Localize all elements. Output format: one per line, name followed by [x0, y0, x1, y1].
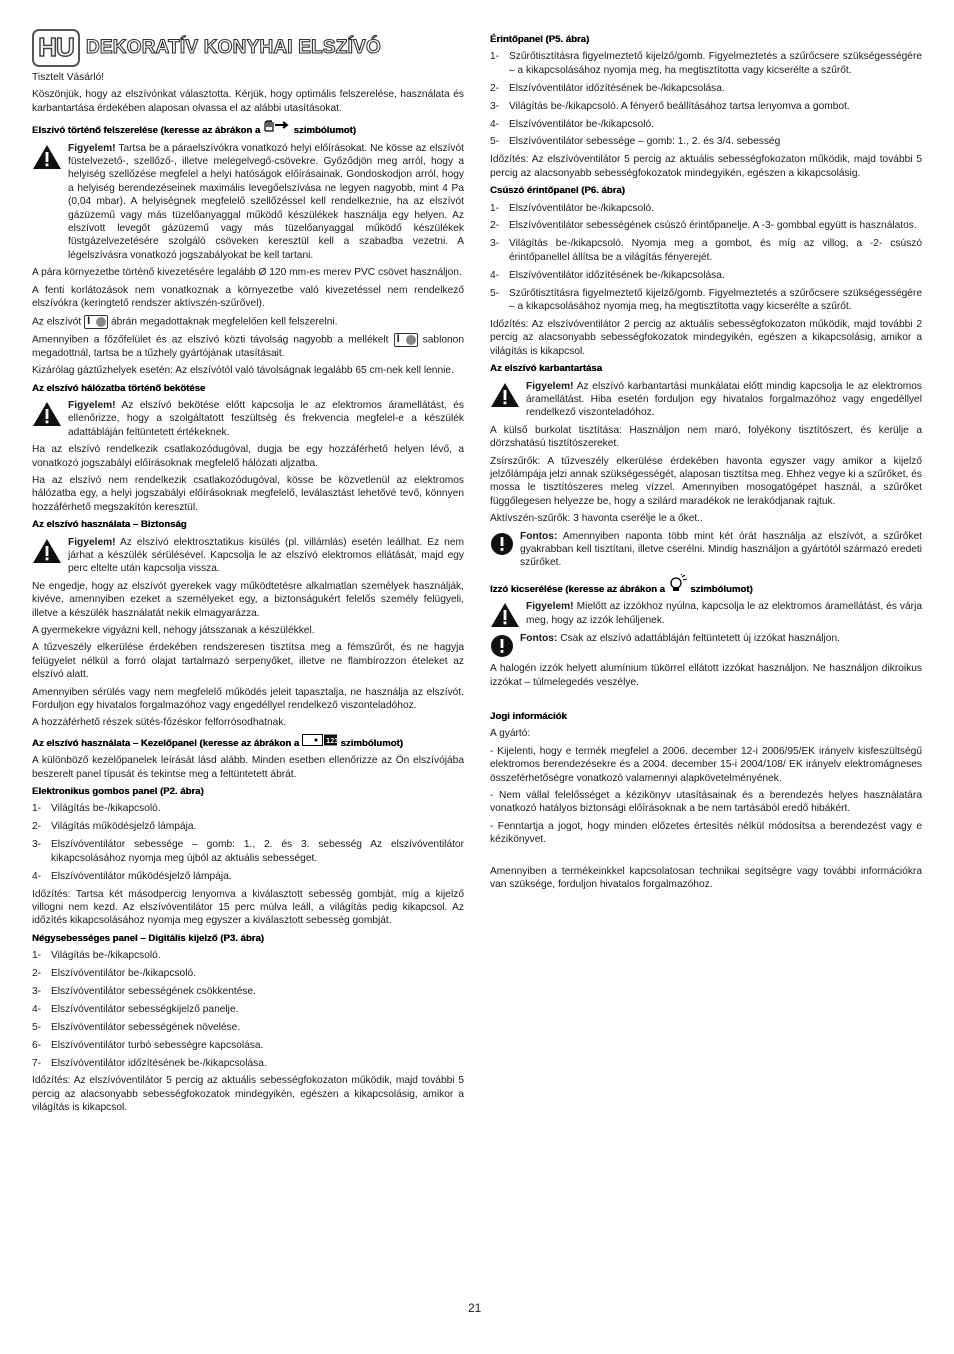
legal-maker: A gyártó: — [490, 728, 531, 740]
page-number: 21 — [468, 1301, 482, 1315]
paragraph-panels: A különböző kezelőpanelek leírását lásd alább. Minden esetben ellenőrizze az Ön elszívójába beszerelt panel típusát és tekintse meg a feltüntetett ábrát. — [32, 755, 464, 780]
template-symbol-icon: I — [394, 333, 418, 347]
left-column — [32, 71, 464, 1119]
paragraph-limits: A fenti korlátozások nem vonatkoznak a környezetbe való kivezetéssel nem rendelkező elszívókra (keringtető rendszer aktívszén-szűrővel). — [32, 284, 464, 310]
important-text: Amennyiben naponta több mint két órát használja az elszívót, a szűrőket gyakrabban kell tisztítani, illetve cserélni. Mindig használjon a gyártótól származó eredeti szűrőket. — [520, 530, 922, 569]
paragraph-supervise: A gyermekekre vigyázni kell, nehogy játsszanak a készülékkel. — [32, 625, 315, 636]
paragraph-fire: A tűzveszély elkerülése érdekében rendszeresen tisztítsa meg a fémszűrőt, és ne hagyja felügyelet nélkül a forró olajat tartalmazó serpenyőket, illetve ne flambírozzon ételeket az elszívó alatt. — [32, 642, 464, 681]
list-item: 2- Elszívóventilátor időzítésének be-/kikapcsolása. — [490, 82, 725, 94]
list-item: 3- Elszívóventilátor sebessége – gomb: 1., 2. és 3. sebesség Az elszívóventilátor kikapcsolásához nyomja meg újból az aktuális sebességet. — [32, 839, 464, 864]
warning-text: Az elszívó elektrosztatikus kisülés (pl. villámlás) esetén leállhat. Ez nem járhat a készülék sérülésével. Kapcsolja le az elszívó elektromos ellátását, majd egy perc eltelte után kapcsolja vissza. — [68, 536, 464, 575]
list-item: 3- Világítás be-/kikapcsoló. Nyomja meg a gombot, és míg az villog, a -2- csúszó érintőpanellel állítsa be a világítás fényerejét. — [490, 238, 922, 263]
paragraph-pvc: A pára környezetbe történő kivezetésére legalább Ø 120 mm-es merev PVC csövet használjon. — [32, 267, 462, 279]
paragraph-hot: A hozzáférhető részek sütés-főzéskor felforrósodhatnak. — [32, 717, 287, 729]
wrench-hand-icon — [263, 125, 294, 136]
bulb-important-note — [490, 632, 922, 658]
paragraph-gas: Kizárólag gáztűzhelyek esetén: Az elszívótól való távolságnak legalább 65 cm-nek kell lennie. — [32, 365, 454, 377]
right-column — [490, 30, 922, 896]
bulb-warning — [490, 600, 922, 628]
list-item: 4- Elszívóventilátor sebességkijelző panelje. — [32, 1003, 239, 1015]
important-note — [490, 530, 922, 570]
p6-heading: Csúszó érintőpanel (P6. ábra) — [490, 185, 625, 197]
p6-list — [490, 202, 922, 314]
list-item: 4- Elszívóventilátor be-/kikapcsoló. — [490, 118, 654, 130]
legal-declaration: - Kijelenti, hogy e termék megfelel a 2006. december 12-i 2006/95/EK irányelv kisfeszültségű elektromos berendezésekre és a 2004. december 15-i 2004/108/ EK irányelv elektromágneses összeférhetőségre vonatkozó valamennyi alapkövetelményének. — [490, 745, 922, 784]
warning-label: Figyelem! — [526, 380, 574, 392]
p6-timer: Időzítés: Az elszívóventilátor 2 percig az aktuális sebességfokozaton működik, majd további 2 percig az alacsonyabb sebességfokozatok mindegyikén, egészen a kikapcsolásig, amikor a világítás is kikapcsol. — [490, 318, 922, 357]
intro-paragraph: Köszönjük, hogy az elszívónkat választotta. Kérjük, hogy optimális felszerelése, használata és karbantartása érdekében alaposan olvassa el az alábbi utasításokat. — [32, 89, 464, 114]
warning-label: Figyelem! — [68, 142, 116, 154]
paragraph-distance: Amennyiben a főzőfelület és az elszívó közti távolság nagyobb a mellékelt I sablonon megadottnál, tartsa be a tűzhely gyártójának utasításait. — [32, 332, 464, 359]
p2-timer: Időzítés: Tartsa két másodpercig lenyomva a kiválasztott sebesség gombját, míg a kijelző villogni nem kezd. Az elszívóventilátor 15 perc múlva leáll, a világítás pedig kikapcsol. Az időzítés kikapcsolásához nyomja meg egyszer a kiválasztott sebesség gombját. — [32, 888, 464, 927]
page-title: DEKORATÍV KONYHAI ELSZÍVÓ — [86, 37, 381, 59]
paragraph-grease-filters: Zsírszűrők: A tűzveszély elkerülése érdekében havonta egyszer vagy amikor a kijelző jelzőlámpája jelzi annak szükségességét, alaposan tisztítsa meg. Ehhez vegye ki a szűrőket, és mossa le tisztítószeres meleg vízzel. Amennyiben mosogatógépet használ, a szűrőket függőlegesen helyezze be, hogy a szilárd maradékok ne lerakódjanak rajtuk. — [490, 455, 922, 507]
list-item: 3- Elszívóventilátor sebességének csökkentése. — [32, 985, 256, 997]
list-item: 5- Szűrőtisztításra figyelmeztető kijelző/gomb. Figyelmeztetés a szűrőcsere szükségességére – a kikapcsolásához nyomja meg, ha megtisztította vagy kicserélte a szűrőt. — [490, 287, 922, 312]
legal-liability: - Nem vállal felelősséget a kézikönyv utasításainak és a berendezés helyes használatára vonatkozó hatályos biztonsági előírásoknak a be nem tartásából eredő hibákért. — [490, 790, 922, 815]
paragraph-outer-cleaning: A külső burkolat tisztítása: Használjon nem maró, folyékony tisztítószert, és kerülje a dörzshatású tisztítószereket. — [490, 424, 922, 450]
panel-heading: Az elszívó használata – Kezelőpanel (keresse az ábrákon a 123 szimbólumot) — [32, 734, 464, 750]
warning-text: Az elszívó bekötése előtt kapcsolja le az elektromos áramellátást, és ellenőrizze, hogy a szolgáltatott feszültség és frekvencia megfelel-e a készülék adattábláján feltüntetett értékeknek. — [68, 399, 464, 438]
list-item: 2- Világítás működésjelző lámpája. — [32, 821, 197, 833]
paragraph-carbon-filters: Aktívszén-szűrők: 3 havonta cserélje le a őket.. — [490, 513, 703, 525]
list-item: 6- Elszívóventilátor turbó sebességre kapcsolása. — [32, 1039, 264, 1051]
p2-heading: Elektronikus gombos panel (P2. ábra) — [32, 786, 204, 798]
important-label: Fontos: — [520, 633, 558, 645]
warning-triangle-icon — [32, 144, 62, 170]
paragraph-children: Ne engedje, hogy az elszívót gyerekek vagy működtetésre alkalmatlan személyek használják, kivéve, amennyiben ezeket a személyeket egy, a biztonságukért felelős személy felügyeli, illetve a készülék használatát nekik elmagyarázza. — [32, 580, 464, 619]
list-item: 5- Elszívóventilátor sebessége – gomb: 1., 2. és 3/4. sebesség — [490, 136, 781, 148]
figure-symbol-icon: I — [84, 315, 108, 329]
list-item: 4- Elszívóventilátor működésjelző lámpája. — [32, 870, 232, 882]
legal-rights: - Fenntartja a jogot, hogy minden előzetes értesítés nélkül módosítsa a berendezést vagy e kézikönyvet. — [490, 820, 922, 846]
paragraph-mount: Az elszívót I ábrán megadottaknak megfelelően kell felszerelni. — [32, 314, 338, 328]
page-title-block — [32, 28, 381, 68]
install-heading: Elszívó történő felszerelése (keresse az ábrákon a szimbólumot) — [32, 119, 464, 137]
list-item: 7- Elszívóventilátor időzítésének be-/kikapcsolása. — [32, 1057, 267, 1069]
warning-triangle-icon — [32, 538, 62, 564]
control-panel-icon — [302, 738, 341, 749]
safety-heading: Az elszívó használata – Biztonság — [32, 519, 187, 531]
svg-text:123: 123 — [325, 736, 338, 745]
p2-list — [32, 802, 464, 883]
legal-heading: Jogi információk — [490, 711, 567, 723]
important-text: Csak az elszívó adattábláján feltüntetett új izzókat használjon. — [560, 633, 840, 645]
warning-text: Tartsa be a páraelszívókra vonatkozó helyi előírásokat. Ne kösse az elszívót füstelvezető-, szellőző-, illetve melegelvegő-csövekre. Győződjön meg arról, hogy a helyiség szellőzése megfelel a helyi hatóságok előírásainak. Gondoskodjon arról, hogy a helyiség berendezéseinek maximális levegőelszívása ne legyen nagyobb, mint 4 Pa (0,04 mbar). A helyiségnek megfelelő szellőzéssel kell rendelkeznie, ha az elszívót gázüzemű vagy más tüzelőanyaggal működő készülékek használja egy helyen. Az elszívott levegőt gázüzemű vagy más tüzelőanyaggal működő készülékek füstgázelvezetésére szolgáló csöveken keresztül kell a szabadba vezetni. A légelszívásra vonatkozó jogszabályokat be kell tartani. — [68, 142, 465, 261]
list-item: 1- Világítás be-/kikapcsoló. — [32, 803, 161, 815]
p3-heading: Négysebességes panel – Digitális kijelző (P3. ábra) — [32, 932, 264, 944]
p5-list — [490, 50, 922, 148]
paragraph-plug: Ha az elszívó rendelkezik csatlakozódugóval, dugja be egy hozzáférhető helyen lévő, a vonatkozó jogszabályi előírásoknak megfelelő hálózati aljzatba. — [32, 444, 464, 469]
p3-list — [32, 949, 464, 1070]
list-item: 1- Világítás be-/kikapcsoló. — [32, 950, 161, 962]
support-paragraph: Amennyiben a termékeinkkel kapcsolatosan technikai segítségre vagy további információkra van szüksége, forduljon hivatalos forgalmazóhoz. — [490, 865, 922, 891]
warning-text: Mielőtt az izzókhoz nyúlna, kapcsolja le az elektromos áramellátást, és várja meg, hogy az izzók lehűljenek. — [526, 601, 922, 626]
paragraph-halogen: A halogén izzók helyett alumínium tükörrel ellátott izzókat használjon. Ne használjon dikroikus izzókat – túlmelegedés veszélye. — [490, 663, 922, 688]
install-warning — [32, 142, 464, 263]
important-exclamation-icon — [490, 532, 514, 556]
list-item: 2- Elszívóventilátor sebességének csúszó érintőpanelje. A -3- gombbal együtt is használatos. — [490, 220, 917, 232]
warning-label: Figyelem! — [68, 536, 116, 548]
warning-text: Az elszívó karbantartási munkálatai előtt mindig kapcsolja le az elektromos áramellátást. Hiba esetén forduljon egy hivatalos forgalmazóhoz vagy engedéllyel rendelkező viszonteladóhoz. — [526, 380, 922, 419]
light-bulb-icon — [668, 584, 691, 595]
important-label: Fontos: — [520, 530, 558, 542]
list-item: 3- Világítás be-/kikapcsoló. A fényerő beállításához tartsa lenyomva a gombot. — [490, 100, 850, 112]
warning-label: Figyelem! — [68, 399, 116, 411]
warning-label: Figyelem! — [526, 601, 574, 613]
list-item: 4- Elszívóventilátor időzítésének be-/kikapcsolása. — [490, 269, 725, 281]
network-heading: Az elszívó hálózatba történő bekötése — [32, 382, 206, 394]
important-exclamation-icon — [490, 634, 514, 658]
list-item: 5- Elszívóventilátor sebességének növelése. — [32, 1021, 241, 1033]
paragraph-damage: Amennyiben sérülés vagy nem megfelelő működés jeleit tapasztalja, ne használja az elszívót. Forduljon egy hivatalos forgalmazóhoz vagy engedéllyel rendelkező viszonteladóhoz. — [32, 686, 464, 712]
list-item: 2- Elszívóventilátor be-/kikapcsoló. — [32, 968, 196, 980]
safety-warning — [32, 536, 464, 576]
language-badge: HU — [32, 29, 80, 67]
p5-heading: Érintőpanel (P5. ábra) — [490, 34, 590, 45]
network-warning — [32, 399, 464, 439]
bulb-heading: Izzó kicserélése (keresse az ábrákon a szimbólumot) — [490, 574, 922, 596]
paragraph-noplug: Ha az elszívó nem rendelkezik csatlakozódugóval, kösse be közvetlenül az elektromos hálózatba egy, a helyi jogszabályi előírásoknak megfelelő, leválasztást lehetővé tevő, könnyen hozzáférhető megszakítón keresztül. — [32, 474, 464, 513]
warning-triangle-icon — [490, 382, 520, 408]
p3-timer: Időzítés: Az elszívóventilátor 5 percig az aktuális sebességfokozaton működik, majd további 5 percig az alacsonyabb sebességfokozatok mindegyikén, egészen a kikapcsolásig, amikor a világítás is kikapcsol. — [32, 1075, 464, 1114]
greeting: Tisztelt Vásárló! — [32, 72, 105, 83]
list-item: 1- Szűrőtisztításra figyelmeztető kijelző/gomb. Figyelmeztetés a szűrőcsere szükségességére – a kikapcsolásához nyomja meg, ha megtisztította vagy kicserélte a szűrőt. — [490, 51, 922, 76]
maintenance-heading: Az elszívó karbantartása — [490, 363, 602, 375]
maintenance-warning — [490, 380, 922, 420]
p5-timer: Időzítés: Az elszívóventilátor 5 percig az aktuális sebességfokozaton működik, majd további 5 percig az alacsonyabb sebességfokozatok mindegyikén, egészen a kikapcsolásig. — [490, 154, 922, 179]
warning-triangle-icon — [32, 401, 62, 427]
list-item: 1- Elszívóventilátor be-/kikapcsoló. — [490, 202, 654, 214]
warning-triangle-icon — [490, 602, 520, 628]
